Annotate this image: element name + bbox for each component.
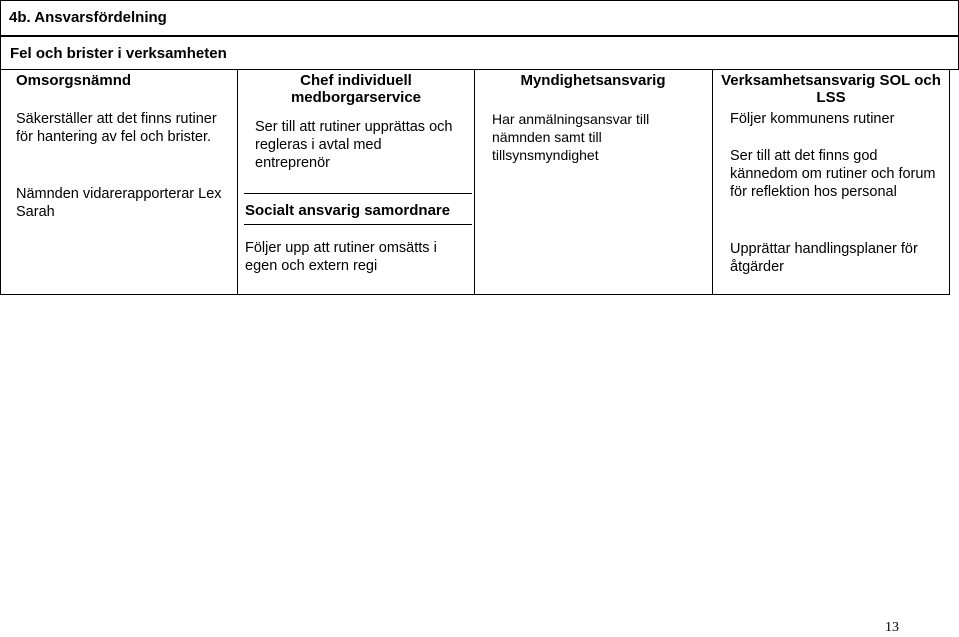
column-text: Säkerställer att det finns rutiner för hantering av fel och brister. [16, 111, 217, 145]
sub-header: Socialt ansvarig samordnare [245, 202, 451, 219]
column-text: Ser till att rutiner upprättas och regleras i avtal med entreprenör [255, 119, 453, 171]
page-number: 13 [885, 620, 899, 635]
rule [0, 69, 959, 70]
rule [244, 224, 472, 225]
rule [0, 36, 1, 295]
column-header-myndighetsansvarig: Myndighetsansvarig [520, 72, 666, 89]
column-text: Har anmälningsansvar till nämnden samt till tillsynsmyndighet [492, 111, 650, 163]
column-header-chef: Chef individuell medborgarservice [290, 72, 422, 106]
rule [474, 69, 475, 295]
rule [0, 36, 959, 37]
rule [237, 69, 238, 295]
column-text: Följer kommunens rutiner [730, 111, 895, 127]
column-text: Upprättar handlingsplaner för åtgärder [730, 241, 918, 275]
rule [949, 69, 950, 295]
column-header-omsorgsnamnd: Omsorgsnämnd [16, 72, 132, 89]
column-header-verksamhetsansvarig: Verksamhetsansvarig SOL och LSS [721, 72, 941, 106]
section-title-box [0, 0, 959, 36]
column-text: Nämnden vidarerapporterar Lex Sarah [16, 186, 222, 220]
column-text: Följer upp att rutiner omsätts i egen och extern regi [245, 240, 437, 274]
rule [712, 69, 713, 295]
column-text: Ser till att det finns god kännedom om rutiner och forum för reflektion hos personal [730, 148, 936, 200]
rule [244, 193, 472, 194]
section-title: 4b. Ansvarsfördelning [9, 9, 167, 26]
rule [0, 294, 950, 295]
subtitle: Fel och brister i verksamheten [10, 45, 227, 62]
